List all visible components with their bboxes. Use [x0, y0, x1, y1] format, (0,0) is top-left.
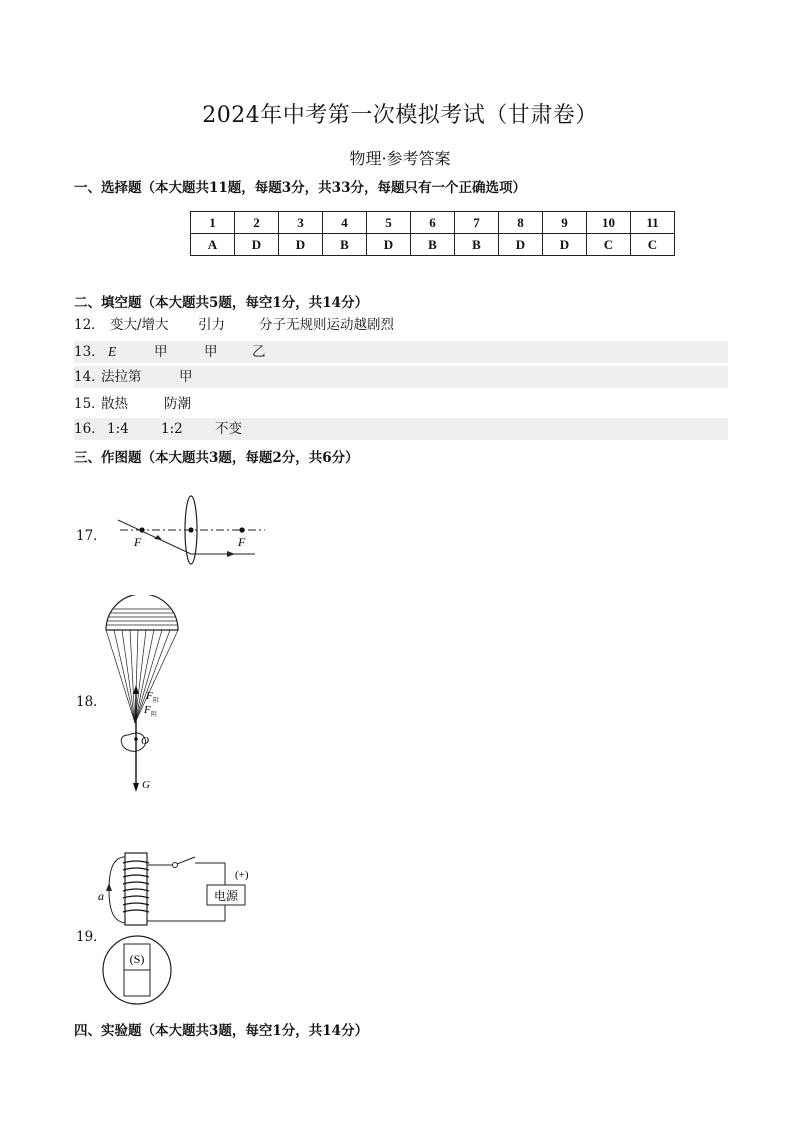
optical-center	[188, 527, 193, 532]
fill-answer-row-13	[74, 341, 728, 363]
answer-cell: D	[235, 234, 279, 256]
lens-ray-diagram	[110, 490, 270, 570]
answer-cell: D	[543, 234, 587, 256]
current-label: a	[98, 889, 104, 903]
section-fill-heading: 二、填空题（本大题共5题，每空1分，共14分）	[74, 295, 369, 311]
answer-table-number-row	[191, 212, 675, 234]
question-number: 2	[235, 212, 279, 234]
answer-cell: D	[279, 234, 323, 256]
answer-cell: C	[587, 234, 631, 256]
focus-label-left: F	[134, 535, 142, 549]
switch-blade	[177, 857, 195, 864]
answer-text: 甲	[154, 344, 168, 360]
question-number: 5	[367, 212, 411, 234]
page-title: 2024年中考第一次模拟考试（甘肃卷）	[202, 103, 598, 128]
incident-ray	[118, 520, 191, 554]
answer-cell: D	[367, 234, 411, 256]
force-label-top-subscript: 阻	[153, 698, 160, 704]
question-number: 3	[279, 212, 323, 234]
question-number: 1	[191, 212, 235, 234]
answer-table	[190, 211, 675, 256]
refracted-arrow	[227, 551, 235, 557]
question-number: 11	[631, 212, 675, 234]
section-choice-heading: 一、选择题（本大题共11题，每题3分，共33分，每题只有一个正确选项）	[74, 180, 526, 196]
answer-text: E	[108, 344, 117, 359]
answer-text: 甲	[179, 369, 193, 385]
focal-point-right	[239, 527, 244, 532]
answer-text: 引力	[198, 317, 225, 333]
answer-cell: B	[455, 234, 499, 256]
question-number: 14．	[74, 369, 105, 385]
question-number: 10	[587, 212, 631, 234]
answer-cell: B	[411, 234, 455, 256]
question-number: 4	[323, 212, 367, 234]
answer-text: 散热	[101, 396, 128, 412]
focus-label-right: F	[238, 535, 246, 549]
answer-text: 1:4	[107, 421, 129, 437]
answer-table-answer-row	[191, 234, 675, 256]
fill-answer-row-16	[74, 418, 728, 440]
section-draw-heading: 三、作图题（本大题共3题，每题2分，共6分）	[74, 450, 359, 466]
question-number: 19．	[76, 929, 107, 945]
answer-text: 变大/增大	[110, 317, 169, 333]
fill-answer-row-14	[74, 366, 728, 388]
answer-text: 1:2	[161, 421, 183, 437]
fill-answer-row-15	[74, 393, 728, 415]
force-label-top: F	[146, 690, 153, 702]
force-label-bottom-subscript: 阻	[151, 712, 158, 718]
answer-text: 法拉第	[101, 369, 142, 385]
electromagnet-circuit-diagram	[95, 845, 270, 1005]
answer-cell: B	[323, 234, 367, 256]
question-number: 13．	[74, 344, 105, 360]
question-number: 9	[543, 212, 587, 234]
origin-label: O	[141, 735, 149, 747]
question-number: 7	[455, 212, 499, 234]
force-origin-point	[134, 737, 138, 741]
answer-text: 分子无规则运动越剧烈	[259, 317, 394, 333]
parachute-force-diagram	[100, 595, 190, 795]
answer-cell: D	[499, 234, 543, 256]
gravity-label: G	[142, 779, 150, 791]
answer-text: 乙	[252, 344, 266, 360]
question-number: 18．	[76, 694, 107, 710]
question-number: 16．	[74, 421, 105, 437]
answer-cell: C	[631, 234, 675, 256]
power-supply-label: 电源	[213, 889, 239, 903]
section-experiment-heading: 四、实验题（本大题共3题，每空1分，共14分）	[74, 1023, 369, 1039]
question-number: 12．	[74, 317, 105, 333]
page-subtitle: 物理·参考答案	[349, 149, 451, 168]
switch-contact	[173, 863, 178, 868]
question-number: 15．	[74, 396, 105, 412]
answer-cell: A	[191, 234, 235, 256]
fill-answer-row-12	[74, 314, 728, 336]
answer-text: 防潮	[164, 396, 191, 412]
question-number: 6	[411, 212, 455, 234]
force-label-bottom: F	[144, 704, 151, 716]
positive-terminal-label: (+)	[235, 869, 249, 881]
question-number: 17．	[76, 528, 107, 544]
needle-pole-label: (S)	[129, 952, 145, 966]
question-number: 8	[499, 212, 543, 234]
answer-text: 不变	[215, 421, 242, 437]
answer-text: 甲	[204, 344, 218, 360]
